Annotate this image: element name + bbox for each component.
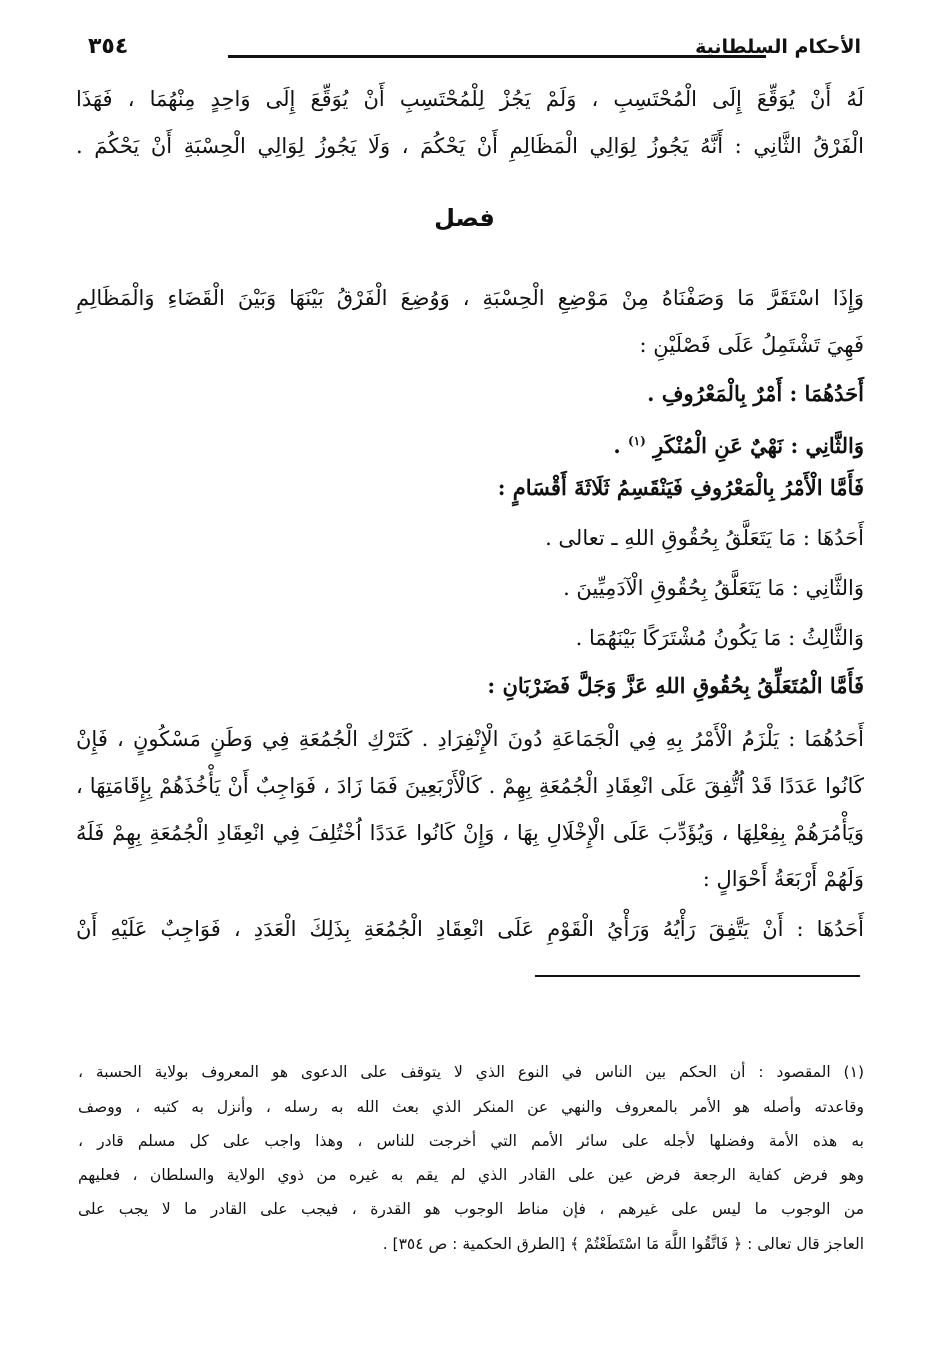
text-line: وَالثَّالِثُ : مَا يَكُونُ مُشْتَرَكًا بَيْنَهُمَا . [575,626,864,650]
header-rule [228,55,766,58]
text-line: فَأَمَّا الْأَمْرُ بِالْمَعْرُوفِ فَيَنْقَسِمُ ثَلَاثَةَ أَقْسَامٍ : [497,475,864,500]
line-end: . [613,433,621,458]
section-heading: فصل [434,204,495,232]
page-number: ٣٥٤ [88,34,129,59]
footnote-line: العاجز قال تعالى : ﴿ فَاتَّقُوا اللَّهَ مَا اسْتَطَعْتُمْ ﴾ [الطرق الحكمية : ص ٣٥٤] . [382,1235,864,1253]
text-line: أَحَدُهَا : أَنْ يَتَّفِقَ رَأْيُهُ وَرَأْيُ الْقَوْمِ عَلَى انْعِقَادِ الْجُمُعَةِ بِذَلِكَ الْعَدَدِ ، فَوَاجِبٌ عَلَيْهِ أَنْ [76,917,864,941]
text-line: أَحَدُهَا : مَا يَتَعَلَّقُ بِحُقُوقِ اللهِ ـ تعالى . [545,526,864,550]
footnote-line: (١) المقصود : أن الحكم بين الناس في النوع الذي لا يتوقف على الدعوى هو المعروف بولاية الحسبة ، [78,1063,864,1081]
text-line: وَإِذَا اسْتَقَرَّ مَا وَصَفْنَاهُ مِنْ مَوْضِعِ الْحِسْبَةِ ، وَوُضِعَ الْفَرْقُ بَيْنَهَا وَبَيْنَ الْقَضَاءِ وَالْمَظَالِمِ [76,286,864,310]
text-line: لَهُ أَنْ يُوَقِّعَ إِلَى الْمُحْتَسِبِ ، وَلَمْ يَجُزْ لِلْمُحْتَسِبِ أَنْ يُوَقِّعَ إِلَى وَاحِدٍ مِنْهُمَا ، فَهَذَا [76,87,864,111]
footnote-line: وهو فرض كفاية الرجعة فرض عين على القادر الذي لم يقم به غيره من ذوي الولاية والسلطان ، فعليهم [78,1166,864,1184]
footnote-ref[interactable]: (١) [627,434,646,448]
text-line: وَيَأْمُرَهُمْ بِفِعْلِهَا ، وَيُؤَدِّبَ عَلَى الْإِخْلَالِ بِهَا ، وَإِنْ كَانُوا عَدَدًا اُخْتُلِفَ فِي انْعِقَادِ الْجُمُعَةِ بِهِمْ فَلَهُ [76,821,864,845]
text-line: وَلَهُمْ أَرْبَعَةُ أَحْوَالٍ : [702,867,864,891]
footnote-rule [535,975,860,977]
text-line: فَهِيَ تَشْتَمِلُ عَلَى فَصْلَيْنِ : [639,333,864,357]
text-line: فَأَمَّا الْمُتَعَلِّقُ بِحُقُوقِ اللهِ عَزَّ وَجَلَّ فَضَرْبَانِ : [487,673,864,698]
book-title: الأحكام السلطانية [695,36,861,58]
footnote-line: وقاعدته وأصله هو الأمر بالمعروف والنهي عن المنكر الذي بعث الله به رسله ، وأنزل به كتبه ، ووصف [78,1098,864,1116]
text-line: أَحَدُهُمَا : يَلْزَمُ الْأَمْرُ بِهِ فِي الْجَمَاعَةِ دُونَ الْإِنْفِرَادِ . كَتَرْكِ الْجُمُعَةِ فِي وَطَنٍ مَسْكُونٍ ، فَإِنْ [76,727,864,751]
footnote-line: به هذه الأمة وفضلها لأجله على سائر الأمم التي أخرجت للناس ، وهذا واجب على كل مسلم قادر ، [78,1132,864,1150]
text-line: وَالثَّانِي : مَا يَتَعَلَّقُ بِحُقُوقِ الْآدَمِيِّينَ . [563,576,864,600]
footnote-line: من الوجوب ما ليس على غيرهم ، فإن مناط الوجوب هو القدرة ، فيجب على القادر ما لا يجب على [78,1200,864,1218]
line-text: وَالثَّانِي : نَهْيٌ عَنِ الْمُنْكَرِ [653,433,864,458]
text-line [76,426,864,461]
text-line: أَحَدُهُمَا : أَمْرٌ بِالْمَعْرُوفِ . [647,381,864,406]
text-line: الْفَرْقُ الثَّانِي : أَنَّهُ يَجُوزُ لِوَالِي الْمَظَالِمِ أَنْ يَحْكُمَ ، وَلَا يَجُوزُ لِوَالِي الْحِسْبَةِ أَنْ يَحْكُمَ . [76,134,864,158]
text-line: كَانُوا عَدَدًا قَدْ اُتُّفِقَ عَلَى انْعِقَادِ الْجُمُعَةِ بِهِمْ . كَالْأَرْبَعِينَ فَمَا زَادَ ، فَوَاجِبٌ أَنْ يَأْخُذَهُمْ بِإِقَامَتِهَا ، [76,774,864,798]
